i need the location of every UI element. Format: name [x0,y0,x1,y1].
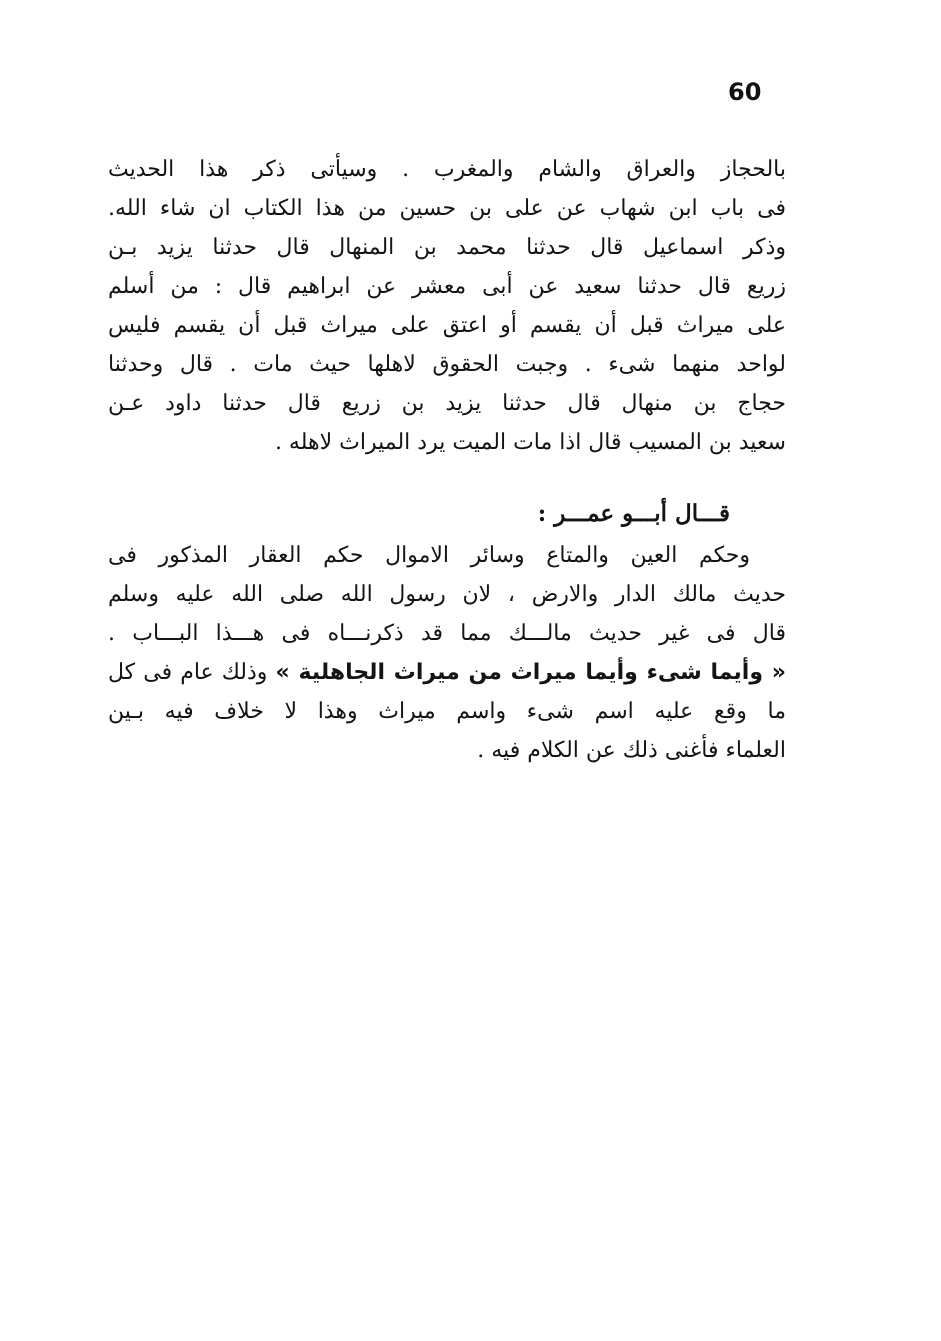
text-line: وذكر اسماعيل قال حدثنا محمد بن المنهال قال حدثنا يزيد بـن [108,235,786,260]
text-line: العلماء فأغنى ذلك عن الكلام فيه . [477,738,786,763]
text-line: لواحد منهما شىء . وجبت الحقوق لاهلها حيث مات . قال وحدثنا [108,352,786,377]
text-line: حديث مالك الدار والارض ، لان رسول الله صلى الله عليه وسلم [108,582,786,607]
text-line: وحكم العين والمتاع وسائر الاموال حكم العقار المذكور فى [108,543,750,568]
paragraph-1 [108,150,786,462]
text-line: فى باب ابن شهاب عن على بن حسين من هذا الكتاب ان شاء الله. [108,196,786,221]
text-line: حجاج بن منهال قال حدثنا يزيد بن زريع قال حدثنا داود عـن [108,391,786,416]
text-line: قال فى غير حديث مالـــك مما قد ذكرنـــاه فى هـــذا البـــاب . [108,621,786,646]
text-line: على ميراث قبل أن يقسم أو اعتق على ميراث قبل أن يقسم فليس [108,313,786,338]
text-line: بالحجاز والعراق والشام والمغرب . وسيأتى ذكر هذا الحديث [108,157,786,182]
text-line: ما وقع عليه اسم شىء واسم ميراث وهذا لا خلاف فيه بـين [108,699,786,724]
paragraph-2 [108,536,786,770]
text-line: سعيد بن المسيب قال اذا مات الميت يرد الميراث لاهله . [274,430,786,455]
page-number: 60 [728,78,762,106]
section-heading: قـــال أبـــو عمـــر : [537,500,730,527]
text-line-mixed [108,653,786,692]
text-line: زريع قال حدثنا سعيد عن أبى معشر عن ابراهيم قال : من أسلم [108,274,786,299]
text-segment: وذلك عام فى كل [108,660,268,685]
quoted-hadith-phrase: « وأيما شىء وأيما ميراث من ميراث الجاهلية » [275,660,786,685]
